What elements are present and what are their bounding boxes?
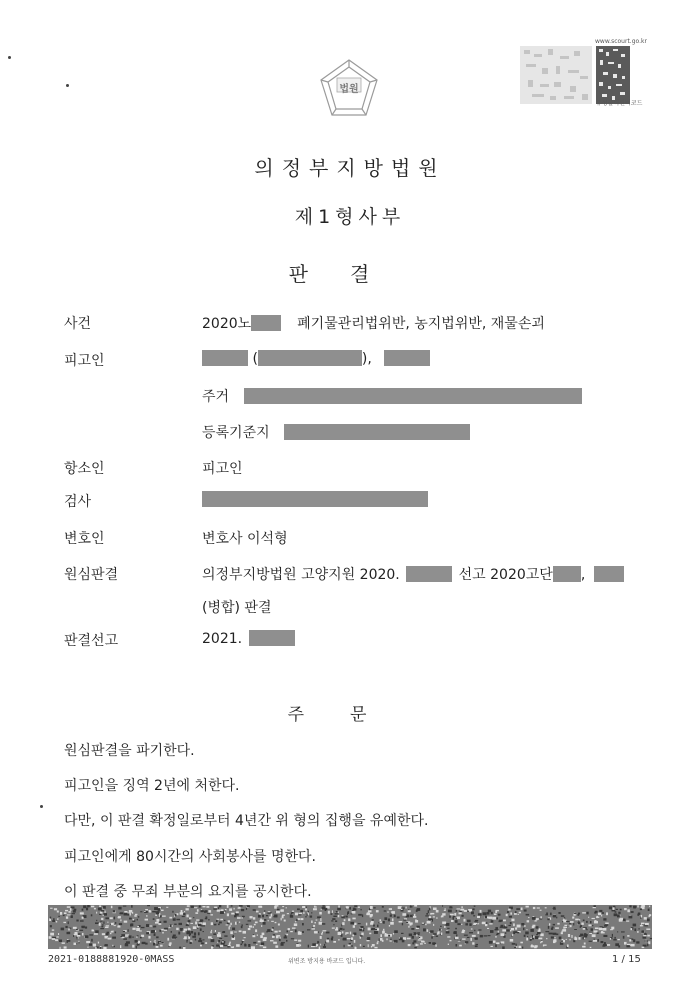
seal-label: 법원 [339, 84, 359, 95]
scan-speck [40, 805, 43, 808]
label-text: 판결선고 [64, 633, 119, 649]
redaction-block [202, 491, 428, 507]
label-text: 피고인 [64, 353, 105, 369]
field-value-defendant [202, 350, 430, 367]
field-label-defendant [64, 350, 144, 370]
anti-forgery-barcode-band [48, 905, 652, 949]
order-title: 주문 [287, 705, 413, 725]
field-value-residence [202, 386, 582, 406]
court-name: 의정부지방법원 [254, 156, 446, 180]
document-type: 판결 [288, 262, 412, 286]
case-charges: 폐기물관리법위반, 농지법위반, 재물손괴 [297, 316, 545, 332]
field-value-registration [202, 422, 470, 442]
redaction-block [384, 350, 430, 366]
field-value-pronouncement [202, 630, 295, 647]
order-line: 피고인에게 80시간의 사회봉사를 명한다. [64, 849, 316, 865]
label-text: 변호인 [64, 531, 105, 547]
redaction-block [244, 388, 582, 404]
label-text: 검사 [64, 494, 92, 510]
redaction-block [202, 350, 248, 366]
pronouncement-date: 2021. [202, 631, 243, 647]
field-value-original-judgment-line2: (병합) 판결 [202, 600, 272, 616]
field-label-original-judgment [64, 564, 144, 584]
field-label-counsel [64, 528, 144, 548]
redaction-block [406, 566, 452, 582]
label-text: 사건 [64, 316, 92, 332]
field-label-appellant [64, 458, 144, 478]
redaction-block [258, 350, 362, 366]
registration-label: 등록기준지 [202, 425, 270, 441]
field-value-original-judgment [202, 564, 624, 584]
verification-url: www.scourt.go.kr [595, 38, 647, 45]
court-seal-icon [318, 58, 380, 120]
original-case: 선고 2020고단 [458, 567, 553, 583]
division-name: 제1형사부 [294, 206, 406, 228]
verification-caption: 유성출력원비코드 [596, 100, 643, 107]
field-value-case [202, 313, 545, 333]
field-value-appellant: 피고인 [202, 461, 243, 477]
page-number: 1 / 15 [612, 954, 641, 965]
paren-open: ( [252, 351, 258, 367]
redaction-block [249, 630, 295, 646]
scan-speck [8, 56, 11, 59]
redaction-block [251, 315, 281, 331]
order-line: 이 판결 중 무죄 부분의 요지를 공시한다. [64, 884, 312, 900]
comma: , [580, 567, 586, 583]
document-number: 2021-0188881920-0MASS [48, 954, 175, 965]
residence-label: 주거 [202, 389, 230, 405]
field-value-counsel: 변호사 이석형 [202, 531, 288, 547]
redaction-block [553, 566, 581, 582]
field-label-prosecutor [64, 491, 144, 511]
redaction-block [594, 566, 624, 582]
paren-close: ), [361, 351, 372, 367]
label-text: 항소인 [64, 461, 105, 477]
field-label-pronouncement [64, 630, 144, 650]
field-label-case [64, 313, 144, 333]
original-court: 의정부지방법원 고양지원 2020. [202, 567, 400, 583]
order-line: 다만, 이 판결 확정일로부터 4년간 위 형의 집행을 유예한다. [64, 813, 429, 829]
redaction-block [284, 424, 470, 440]
scan-speck [66, 84, 69, 87]
case-number-prefix: 2020노 [202, 316, 252, 332]
field-value-prosecutor [202, 491, 428, 508]
order-line: 원심판결을 파기한다. [64, 743, 195, 759]
verification-qr-code [520, 46, 630, 104]
order-line: 피고인을 징역 2년에 처한다. [64, 778, 240, 794]
label-text: 원심판결 [64, 567, 119, 583]
band-caption: 위변조 방지용 바코드 입니다. [288, 958, 366, 965]
